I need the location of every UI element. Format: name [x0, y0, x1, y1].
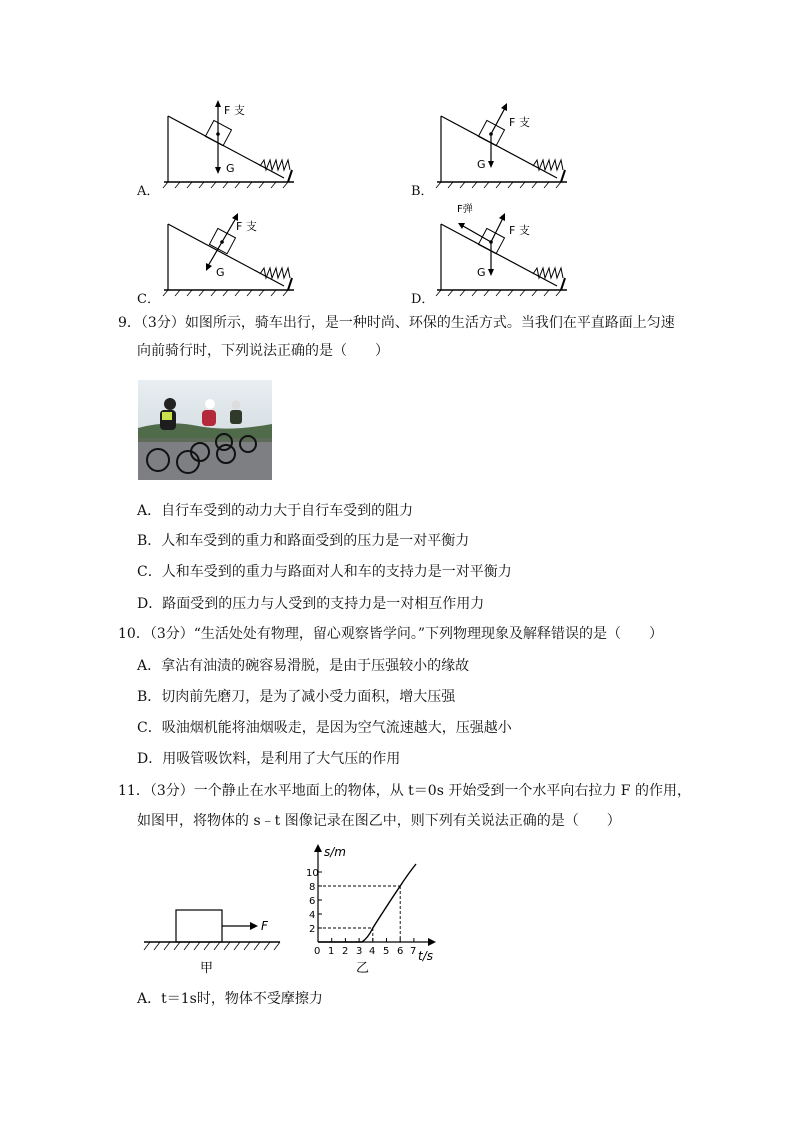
- q10-choice-c[interactable]: C．吸油烟机能将油烟吸走，是因为空气流速越大，压强越小: [137, 720, 512, 736]
- gravity-label-c: G: [216, 266, 225, 279]
- q10-choice-d[interactable]: D．用吸管吸饮料，是利用了大气压的作用: [137, 751, 401, 767]
- q11-choice-a[interactable]: A．t＝1s时，物体不受摩擦力: [137, 991, 323, 1007]
- q9-choice-a[interactable]: A．自行车受到的动力大于自行车受到的阻力: [137, 503, 414, 519]
- option-c-label: C．: [137, 292, 160, 307]
- q9-stem-line1: 9．（3分）如图所示，骑车出行，是一种时尚、环保的生活方式。当我们在平直路面上匀速: [118, 315, 675, 331]
- option-a-figure: [160, 98, 300, 190]
- q9-choice-c[interactable]: C．人和车受到的重力与路面对人和车的支持力是一对平衡力: [137, 564, 512, 580]
- x-tick-2: 2: [342, 946, 349, 957]
- x-tick-3: 3: [356, 946, 363, 957]
- q11-stem-line1: 11．（3分）一个静止在水平地面上的物体，从 t＝0s 开始受到一个水平向右拉力 F 的作用，: [118, 783, 691, 799]
- q10-stem: 10．（3分）“生活处处有物理，留心观察皆学问。”下列物理现象及解释错误的是（ ）: [118, 626, 664, 642]
- y-tick-6: 6: [309, 896, 316, 907]
- force-f-label: F: [261, 919, 268, 933]
- q10-choice-b[interactable]: B．切肉前先磨刀，是为了减小受力面积，增大压强: [137, 689, 456, 705]
- option-c-figure: [160, 206, 300, 298]
- gravity-label-b: G: [477, 158, 486, 171]
- support-force-label-d: F 支: [509, 224, 530, 237]
- y-tick-2: 2: [309, 924, 316, 935]
- option-d-figure: [433, 200, 573, 298]
- x-tick-6: 6: [397, 946, 404, 957]
- figure-yi-st-graph: [296, 838, 446, 978]
- q9-choice-b[interactable]: B．人和车受到的重力和路面受到的压力是一对平衡力: [137, 533, 470, 549]
- elastic-force-label-d: F弹: [457, 204, 473, 215]
- x-tick-0: 0: [314, 946, 321, 957]
- support-force-label-c: F 支: [236, 220, 257, 233]
- option-b-figure: [433, 98, 573, 190]
- cyclists-photo: [138, 380, 272, 480]
- y-axis-label: s/m: [324, 845, 346, 859]
- x-tick-7: 7: [410, 946, 417, 957]
- option-b-label: B．: [411, 184, 434, 199]
- y-tick-8: 8: [309, 882, 316, 893]
- y-tick-4: 4: [309, 910, 316, 921]
- q10-choice-a[interactable]: A．拿沾有油渍的碗容易滑脱，是由于压强较小的缘故: [137, 658, 470, 674]
- option-a-label: A．: [137, 184, 160, 199]
- figure-jia-caption: 甲: [200, 961, 214, 976]
- q9-choice-d[interactable]: D．路面受到的压力与人受到的支持力是一对相互作用力: [137, 596, 485, 612]
- x-tick-4: 4: [369, 946, 376, 957]
- figure-yi-caption: 乙: [356, 961, 370, 976]
- q11-stem-line2: 如图甲，将物体的 s﹣t 图像记录在图乙中，则下列有关说法正确的是（ ）: [137, 813, 621, 829]
- y-tick-10: 10: [306, 868, 319, 879]
- gravity-label-a: G: [226, 162, 235, 175]
- x-tick-5: 5: [383, 946, 390, 957]
- x-tick-1: 1: [328, 946, 335, 957]
- support-force-label-b: F 支: [509, 116, 530, 129]
- q9-stem-line2: 向前骑行时，下列说法正确的是（ ）: [137, 343, 389, 359]
- figure-jia: [140, 900, 290, 980]
- x-axis-label: t/s: [418, 949, 433, 963]
- support-force-label-a: F 支: [224, 104, 245, 117]
- option-d-label: D．: [411, 292, 435, 307]
- gravity-label-d: G: [477, 266, 486, 279]
